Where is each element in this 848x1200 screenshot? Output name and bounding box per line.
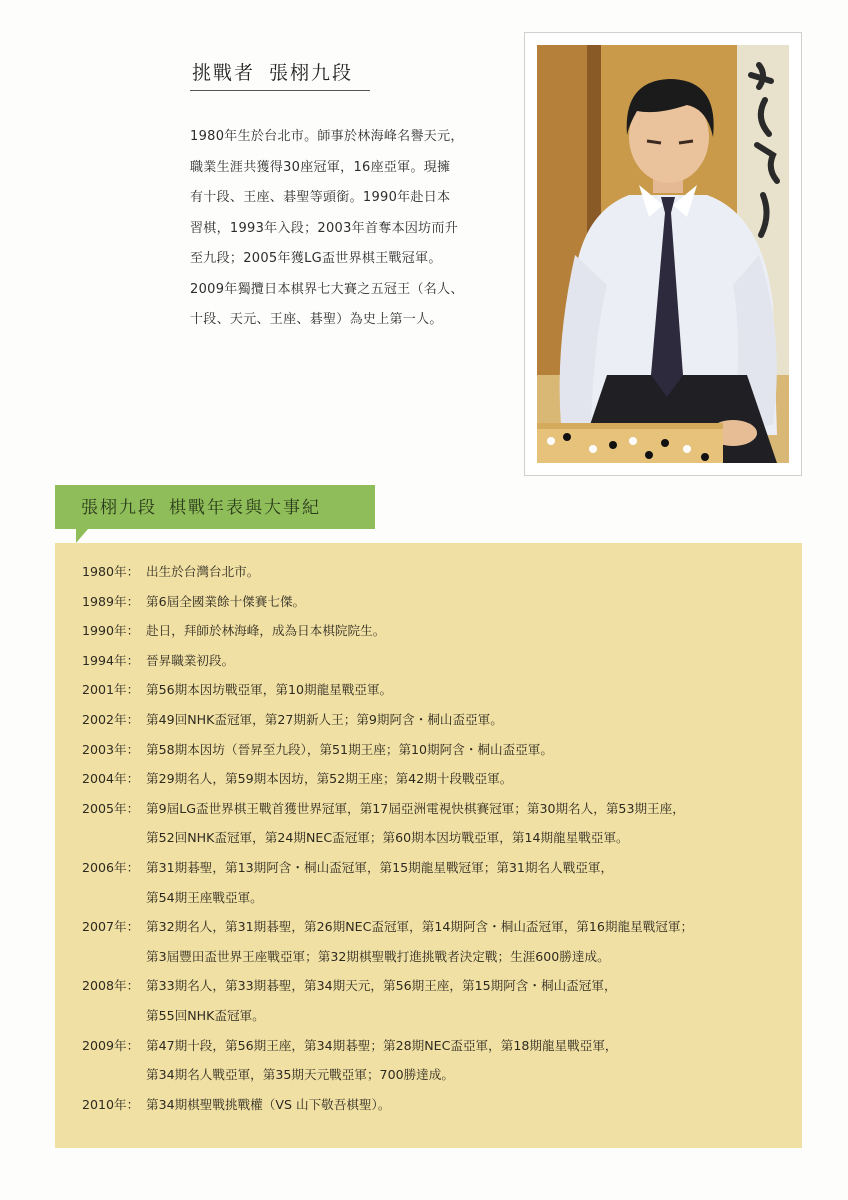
timeline-event: 第33期名人，第33期碁聖，第34期天元，第56期王座，第15期阿含・桐山盃冠軍，	[146, 978, 617, 994]
tab-pointer	[76, 529, 88, 543]
timeline-row	[82, 971, 794, 1030]
bio-line: 十段、天元、王座、碁聖）為史上第一人。	[190, 312, 443, 327]
bio-line: 有十段、王座、碁聖等頭銜。1990年赴日本	[190, 190, 451, 205]
section-title: 棋戰年表與大事紀	[169, 498, 321, 518]
challenger-heading	[192, 58, 353, 85]
timeline-row	[82, 705, 794, 735]
timeline-event: 出生於台灣台北市。	[146, 564, 260, 579]
timeline-event: 第54期王座戰亞軍。	[146, 889, 263, 905]
timeline-event: 第6屆全國業餘十傑賽七傑。	[146, 593, 306, 609]
timeline-row	[82, 764, 794, 794]
timeline-year: 1990年：	[82, 623, 140, 639]
timeline-year: 2002年：	[82, 711, 140, 727]
bio-line: 1980年生於台北市。師事於林海峰名譽天元，	[190, 129, 464, 144]
timeline-year: 2009年：	[82, 1037, 140, 1053]
timeline-row	[82, 675, 794, 705]
timeline-event: 晉昇職業初段。	[146, 652, 235, 668]
timeline-year: 2004年：	[82, 771, 140, 787]
timeline-event: 第56期本因坊戰亞軍，第10期龍星戰亞軍。	[146, 682, 393, 698]
timeline-event: 第31期碁聖，第13期阿含・桐山盃冠軍，第15期龍星戰冠軍；第31期名人戰亞軍，	[146, 859, 614, 875]
timeline-year: 1980年：	[82, 564, 140, 579]
section-name: 張栩九段	[81, 498, 157, 518]
timeline-box	[55, 543, 802, 1148]
timeline-year: 1989年：	[82, 593, 140, 609]
timeline-event: 第47期十段，第56期王座，第34期碁聖；第28期NEC盃亞軍，第18期龍星戰亞軍，	[146, 1037, 618, 1053]
timeline-row	[82, 794, 794, 853]
timeline-row	[82, 616, 794, 646]
timeline-event: 第29期名人，第59期本因坊，第52期王座；第42期十段戰亞軍。	[146, 771, 513, 787]
timeline-row	[82, 557, 794, 587]
timeline-year: 2001年：	[82, 682, 140, 698]
timeline-row	[82, 1031, 794, 1090]
timeline-year: 2003年：	[82, 741, 140, 757]
timeline-event: 第34期棋聖戰挑戰權（VS 山下敬吾棋聖）。	[146, 1096, 391, 1112]
heading-underline	[190, 90, 370, 91]
bio-line: 至九段；2005年獲LG盃世界棋王戰冠軍。	[190, 251, 442, 266]
timeline-event: 赴日，拜師於林海峰，成為日本棋院院生。	[146, 623, 386, 639]
timeline-event: 第9屆LG盃世界棋王戰首獲世界冠軍，第17屆亞洲電視快棋賽冠軍；第30期名人，第53期王座，	[146, 800, 685, 816]
portrait-illustration	[537, 45, 789, 463]
timeline-row	[82, 853, 794, 912]
timeline-list	[82, 557, 794, 1119]
timeline-year: 1994年：	[82, 652, 140, 668]
timeline-year: 2010年：	[82, 1096, 140, 1112]
timeline-event: 第55回NHK盃冠軍。	[146, 1007, 265, 1023]
timeline-event: 第49回NHK盃冠軍，第27期新人王；第9期阿含・桐山盃亞軍。	[146, 711, 503, 727]
timeline-year: 2007年：	[82, 919, 140, 935]
bio-line: 習棋，1993年入段；2003年首奪本因坊而升	[190, 220, 459, 236]
timeline-event: 第32期名人，第31期碁聖，第26期NEC盃冠軍，第14期阿含・桐山盃冠軍，第16期龍星戰冠軍；	[146, 919, 694, 935]
challenger-name: 張栩九段	[269, 62, 354, 84]
challenger-label: 挑戰者	[192, 62, 256, 84]
timeline-event: 第3屆豐田盃世界王座戰亞軍；第32期棋聖戰打進挑戰者決定戰；生涯600勝達成。	[146, 948, 610, 964]
timeline-event: 第58期本因坊（晉昇至九段），第51期王座；第10期阿含・桐山盃亞軍。	[146, 741, 553, 757]
timeline-row	[82, 587, 794, 617]
timeline-event: 第52回NHK盃冠軍，第24期NEC盃冠軍；第60期本因坊戰亞軍，第14期龍星戰亞軍。	[146, 830, 629, 846]
timeline-year: 2006年：	[82, 859, 140, 875]
timeline-year: 2005年：	[82, 800, 140, 816]
bio-paragraph	[190, 122, 510, 336]
timeline-row	[82, 735, 794, 765]
bio-line: 2009年獨攬日本棋界七大賽之五冠王（名人、	[190, 281, 464, 297]
bio-line: 職業生涯共獲得30座冠軍，16座亞軍。現擁	[190, 159, 451, 175]
section-tab	[55, 485, 375, 529]
portrait-photo	[537, 45, 789, 463]
timeline-row	[82, 646, 794, 676]
portrait-frame	[524, 32, 802, 476]
timeline-row	[82, 912, 794, 971]
timeline-year: 2008年：	[82, 978, 140, 994]
timeline-event: 第34期名人戰亞軍，第35期天元戰亞軍；700勝達成。	[146, 1067, 454, 1083]
timeline-row	[82, 1090, 794, 1120]
